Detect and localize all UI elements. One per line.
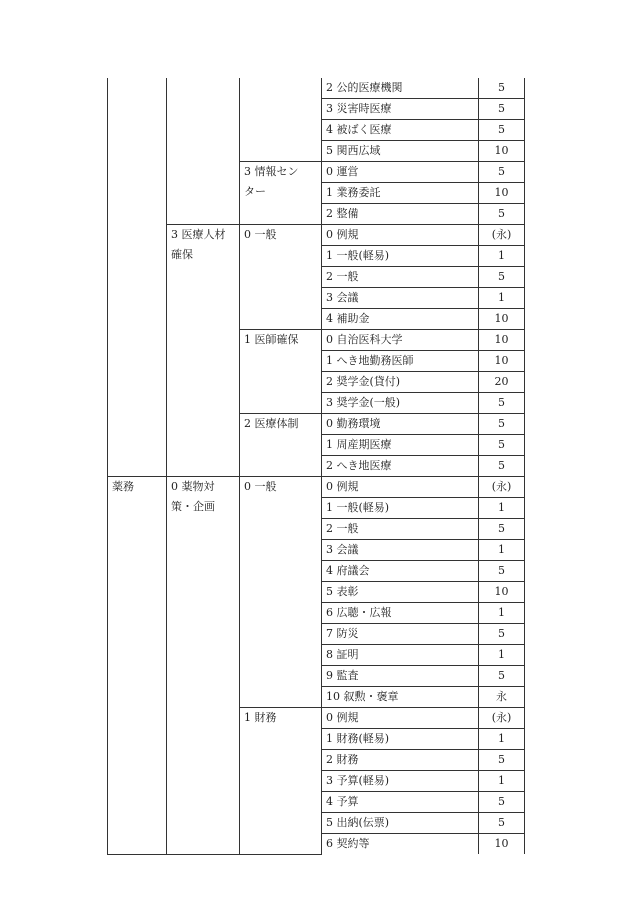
item-cell: 1 財務(軽易) <box>322 729 479 750</box>
item-cell: 0 例規 <box>322 708 479 729</box>
col3-cell: 0 一般 <box>240 477 322 708</box>
retention-cell: 10 <box>479 582 525 603</box>
item-cell: 10 叙勲・褒章 <box>322 687 479 708</box>
retention-cell: 永 <box>479 687 525 708</box>
col3-cell: 2 医療体制 <box>240 414 322 477</box>
item-cell: 3 会議 <box>322 288 479 309</box>
retention-cell: 5 <box>479 435 525 456</box>
item-cell: 3 奨学金(一般) <box>322 393 479 414</box>
retention-cell: 5 <box>479 813 525 834</box>
retention-cell: 5 <box>479 792 525 813</box>
item-cell: 0 例規 <box>322 477 479 498</box>
retention-cell: 1 <box>479 288 525 309</box>
retention-cell: 5 <box>479 120 525 141</box>
item-cell: 5 関西広域 <box>322 141 479 162</box>
item-cell: 4 予算 <box>322 792 479 813</box>
retention-cell: (永) <box>479 708 525 729</box>
retention-cell: 10 <box>479 834 525 855</box>
item-cell: 3 予算(軽易) <box>322 771 479 792</box>
item-cell: 0 勤務環境 <box>322 414 479 435</box>
item-cell: 1 業務委託 <box>322 183 479 204</box>
col2-cell: 3 医療人材 確保 <box>167 225 240 477</box>
retention-cell: 1 <box>479 498 525 519</box>
retention-cell: 5 <box>479 750 525 771</box>
item-cell: 6 広聴・広報 <box>322 603 479 624</box>
col3-cell <box>240 78 322 162</box>
retention-cell: 5 <box>479 414 525 435</box>
item-cell: 6 契約等 <box>322 834 479 855</box>
item-cell: 2 へき地医療 <box>322 456 479 477</box>
retention-cell: 1 <box>479 603 525 624</box>
item-cell: 0 例規 <box>322 225 479 246</box>
retention-cell: 10 <box>479 141 525 162</box>
item-cell: 1 一般(軽易) <box>322 498 479 519</box>
retention-cell: 5 <box>479 267 525 288</box>
item-cell: 5 表彰 <box>322 582 479 603</box>
item-cell: 2 整備 <box>322 204 479 225</box>
retention-cell: 5 <box>479 561 525 582</box>
records-retention-table <box>107 78 525 855</box>
item-cell: 1 周産期医療 <box>322 435 479 456</box>
table-row <box>108 78 525 99</box>
retention-cell: 20 <box>479 372 525 393</box>
item-cell: 2 財務 <box>322 750 479 771</box>
table-row <box>108 477 525 498</box>
col3-cell: 0 一般 <box>240 225 322 330</box>
retention-cell: 10 <box>479 351 525 372</box>
retention-cell: 10 <box>479 330 525 351</box>
retention-cell: 10 <box>479 309 525 330</box>
item-cell: 2 一般 <box>322 267 479 288</box>
item-cell: 4 被ばく医療 <box>322 120 479 141</box>
item-cell: 9 監査 <box>322 666 479 687</box>
retention-cell: 5 <box>479 666 525 687</box>
retention-cell: 1 <box>479 771 525 792</box>
item-cell: 1 一般(軽易) <box>322 246 479 267</box>
table-row <box>108 225 525 246</box>
item-cell: 2 公的医療機関 <box>322 78 479 99</box>
item-cell: 0 自治医科大学 <box>322 330 479 351</box>
retention-cell: 1 <box>479 246 525 267</box>
retention-cell: 10 <box>479 183 525 204</box>
retention-cell: 5 <box>479 204 525 225</box>
item-cell: 4 府議会 <box>322 561 479 582</box>
item-cell: 2 一般 <box>322 519 479 540</box>
retention-cell: 5 <box>479 99 525 120</box>
item-cell: 8 証明 <box>322 645 479 666</box>
retention-cell: (永) <box>479 477 525 498</box>
col1-cell: 薬務 <box>108 477 167 855</box>
retention-cell: 5 <box>479 393 525 414</box>
item-cell: 4 補助金 <box>322 309 479 330</box>
retention-cell: 5 <box>479 456 525 477</box>
item-cell: 0 運営 <box>322 162 479 183</box>
col2-cell: 0 薬物対 策・企画 <box>167 477 240 855</box>
retention-cell: 1 <box>479 729 525 750</box>
item-cell: 7 防災 <box>322 624 479 645</box>
retention-cell: 5 <box>479 624 525 645</box>
item-cell: 5 出納(伝票) <box>322 813 479 834</box>
col3-cell: 1 財務 <box>240 708 322 855</box>
item-cell: 3 会議 <box>322 540 479 561</box>
retention-cell: 1 <box>479 540 525 561</box>
col1-cell <box>108 78 167 477</box>
retention-cell: 5 <box>479 519 525 540</box>
item-cell: 1 へき地勤務医師 <box>322 351 479 372</box>
retention-cell: (永) <box>479 225 525 246</box>
col3-cell: 3 情報セン ター <box>240 162 322 225</box>
item-cell: 3 災害時医療 <box>322 99 479 120</box>
item-cell: 2 奨学金(貸付) <box>322 372 479 393</box>
retention-cell: 5 <box>479 162 525 183</box>
retention-cell: 5 <box>479 78 525 99</box>
table-body <box>108 78 525 854</box>
retention-cell: 1 <box>479 645 525 666</box>
col3-cell: 1 医師確保 <box>240 330 322 414</box>
col2-cell <box>167 78 240 225</box>
